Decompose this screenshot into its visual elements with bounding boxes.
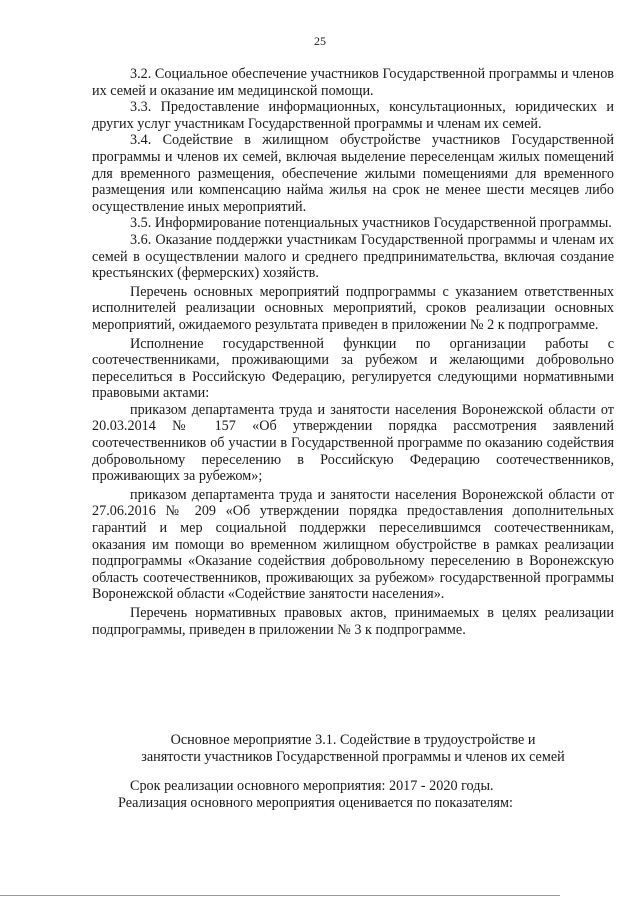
paragraph-3-4: 3.4. Содействие в жилищном обустройстве участников Государственной программы и членов их семей, включая выделение переселенцам жилых помещений для временного размещения, обеспечение жилыми помещениями для временного размещения или компенсацию найма жилья на срок не менее шести месяцев либо осуществление иных мероприятий.: [92, 132, 614, 215]
paragraph-order-209: приказом департамента труда и занятости населения Воронежской области от 27.06.2016 № 209 «Об утверждении порядка предоставления дополнительных гарантий и мер социальной поддержки переселившимся соотечественникам, оказания им помощи во временном жилищном обустройстве в рамках реализации подпрограммы «Оказание содействия добровольному переселению в Воронежскую область соотечественников, проживающих за рубежом» государственной программы Воронежской области «Содействие занятости населения».: [92, 486, 614, 603]
heading-line-2: занятости участников Государственной программы и членов их семей: [141, 749, 565, 765]
paragraph-measures-list: Перечень основных мероприятий подпрограммы с указанием ответственных исполнителей реализации основных мероприятий, сроков реализации основных мероприятий, ожидаемого результата приведен в приложении № 2 к подпрограмме.: [92, 283, 614, 333]
paragraph-order-157: приказом департамента труда и занятости населения Воронежской области от 20.03.2014 № 157 «Об утверждении порядка рассмотрения заявлений соотечественников об участии в Государственной программе по оказанию содействия добровольному переселению в Российскую Федерацию соотечественников, проживающих за рубежом»;: [92, 401, 614, 485]
page-number: 25: [314, 34, 326, 48]
heading-line-1: Основное мероприятие 3.1. Содействие в трудоустройстве и: [170, 732, 536, 748]
section-heading: [92, 732, 614, 766]
paragraph-normative-acts: Перечень нормативных правовых актов, принимаемых в целях реализации подпрограммы, приведен в приложении № 3 к подпрограмме.: [92, 605, 614, 638]
body-text: [92, 66, 614, 638]
paragraph-state-function: Исполнение государственной функции по организации работы с соотечественниками, проживающими за рубежом и желающими добровольно переселиться в Российскую Федерацию, регулируется следующими нормативными правовыми актами:: [92, 335, 614, 402]
implementation-period: Срок реализации основного мероприятия: 2017 - 2020 годы.: [130, 778, 494, 794]
implementation-evaluation: Реализация основного мероприятия оценивается по показателям:: [118, 795, 513, 811]
paragraph-3-5: 3.5. Информирование потенциальных участников Государственной программы.: [130, 215, 612, 232]
paragraph-3-6: 3.6. Оказание поддержки участникам Государственной программы и членам их семей в осуществлении малого и среднего предпринимательства, включая создание крестьянских (фермерских) хозяйств.: [92, 231, 614, 282]
paragraph-3-3: 3.3. Предоставление информационных, консультационных, юридических и других услуг участникам Государственной программы и членам их семей.: [92, 99, 614, 132]
paragraph-3-2: 3.2. Социальное обеспечение участников Государственной программы и членов их семей и оказание им медицинской помощи.: [92, 66, 614, 99]
bottom-rule: [0, 895, 560, 896]
implementation-text: [92, 778, 614, 812]
